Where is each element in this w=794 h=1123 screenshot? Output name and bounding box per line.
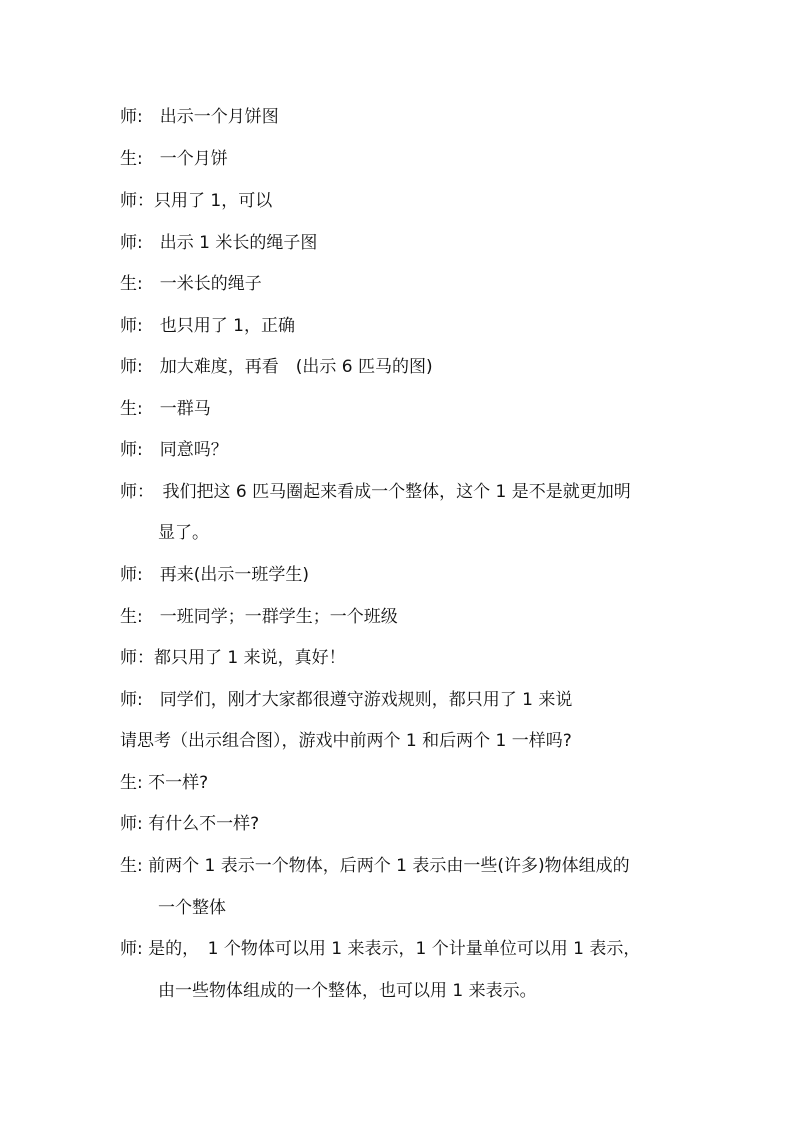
- text-line: 师: 同意吗？: [120, 440, 228, 460]
- text-line: 生: 一群马: [120, 399, 211, 419]
- text-line: 生: 一米长的绳子: [120, 274, 262, 294]
- text-line: 请思考（出示组合图），游戏中前两个 1 和后两个 1 一样吗?: [120, 731, 572, 751]
- text-line: 师：都只用了 1 来说，真好！: [120, 648, 346, 668]
- text-line: 师: 有什么不一样?: [120, 814, 260, 834]
- text-line: 师: 是的， 1 个物体可以用 1 来表示，1 个计量单位可以用 1 表示，: [120, 939, 641, 959]
- text-line: 生: 一个月饼: [120, 149, 228, 169]
- text-line: 师: 出示 1 米长的绳子图: [120, 233, 318, 253]
- text-line: 师： 我们把这 6 匹马圈起来看成一个整体，这个 1 是不是就更加明: [120, 482, 631, 502]
- text-line: 师：只用了 1，可以: [120, 191, 273, 211]
- text-line: 生: 一班同学；一群学生；一个班级: [120, 607, 398, 627]
- text-line: 生: 不一样?: [120, 773, 209, 793]
- text-line-continuation: 一个整体: [158, 898, 226, 918]
- text-line: 生: 前两个 1 表示一个物体，后两个 1 表示由一些(许多)物体组成的: [120, 856, 630, 876]
- text-line-continuation: 显了。: [158, 523, 209, 543]
- text-line-continuation: 由一些物体组成的一个整体，也可以用 1 来表示。: [158, 981, 537, 1001]
- text-line: 师: 同学们，刚才大家都很遵守游戏规则，都只用了 1 来说: [120, 690, 573, 710]
- text-line: 师: 加大难度，再看 (出示 6 匹马的图): [120, 357, 433, 377]
- text-line: 师: 也只用了 1，正确: [120, 316, 295, 336]
- text-line: 师: 出示一个月饼图: [120, 107, 279, 127]
- text-line: 师: 再来(出示一班学生): [120, 565, 309, 585]
